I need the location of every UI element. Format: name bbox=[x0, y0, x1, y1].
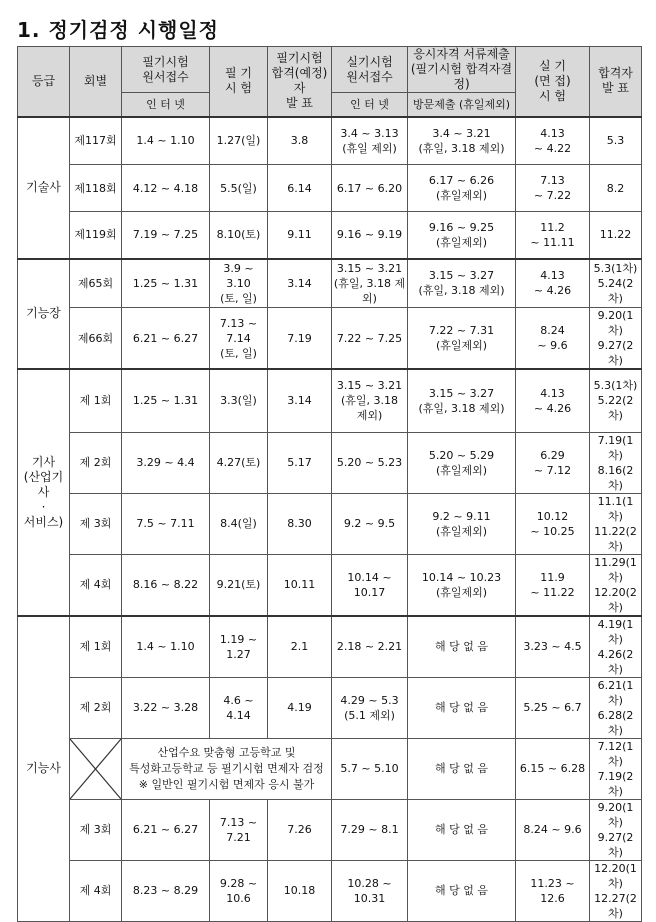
table-row bbox=[18, 369, 642, 432]
header-written-result: 필기시험 합격(예정)자 발 표 bbox=[268, 47, 332, 117]
header-written-app-sub: 인 터 넷 bbox=[122, 93, 210, 117]
final-result-cell: 8.2 bbox=[590, 165, 642, 212]
round-cell: 제65회 bbox=[70, 259, 122, 308]
final-result-cell: 4.19(1차) 4.26(2차) bbox=[590, 616, 642, 678]
final-result-cell: 11.1(1차) 11.22(2차) bbox=[590, 493, 642, 554]
practical-app-cell: 2.18 ~ 2.21 bbox=[332, 616, 408, 678]
practical-exam-cell: 4.13 ~ 4.26 bbox=[516, 259, 590, 308]
round-cell: 제 2회 bbox=[70, 432, 122, 493]
table-row bbox=[18, 799, 642, 860]
table-row bbox=[18, 554, 642, 616]
written-app-cell: 3.29 ~ 4.4 bbox=[122, 432, 210, 493]
final-result-cell: 5.3(1차) 5.24(2차) bbox=[590, 259, 642, 308]
written-result-cell: 10.18 bbox=[268, 860, 332, 921]
written-app-cell: 1.25 ~ 1.31 bbox=[122, 369, 210, 432]
docs-cell: 9.2 ~ 9.11 (휴일제외) bbox=[408, 493, 516, 554]
written-result-cell: 4.19 bbox=[268, 677, 332, 738]
grade-cell: 기사 (산업기사 · 서비스) bbox=[18, 369, 70, 616]
written-exam-cell: 4.27(토) bbox=[210, 432, 268, 493]
round-cell: 제 4회 bbox=[70, 554, 122, 616]
practical-exam-cell: 8.24 ~ 9.6 bbox=[516, 308, 590, 370]
table-row bbox=[18, 616, 642, 678]
table-row bbox=[18, 677, 642, 738]
final-result-cell: 11.22 bbox=[590, 212, 642, 259]
practical-exam-cell: 6.15 ~ 6.28 bbox=[516, 738, 590, 799]
table-row bbox=[18, 493, 642, 554]
practical-app-cell: 3.4 ~ 3.13 (휴일 제외) bbox=[332, 117, 408, 165]
written-exam-cell: 9.28 ~ 10.6 bbox=[210, 860, 268, 921]
docs-cell: 5.20 ~ 5.29 (휴일제외) bbox=[408, 432, 516, 493]
practical-app-cell: 3.15 ~ 3.21 (휴일, 3.18 제외) bbox=[332, 369, 408, 432]
written-exam-cell: 9.21(토) bbox=[210, 554, 268, 616]
written-exam-cell: 7.13 ~ 7.14 (토, 일) bbox=[210, 308, 268, 370]
header-docs: 응시자격 서류제출 (필기시험 합격자결정) bbox=[408, 47, 516, 93]
crossed-out-cell bbox=[70, 738, 122, 799]
written-app-cell: 3.22 ~ 3.28 bbox=[122, 677, 210, 738]
docs-cell: 해 당 없 음 bbox=[408, 799, 516, 860]
table-row bbox=[18, 432, 642, 493]
written-exam-cell: 3.9 ~ 3.10 (토, 일) bbox=[210, 259, 268, 308]
written-result-cell: 9.11 bbox=[268, 212, 332, 259]
practical-app-cell: 9.2 ~ 9.5 bbox=[332, 493, 408, 554]
written-exam-cell: 3.3(일) bbox=[210, 369, 268, 432]
written-app-cell: 4.12 ~ 4.18 bbox=[122, 165, 210, 212]
table-row bbox=[18, 165, 642, 212]
header-docs-sub: 방문제출 (휴일제외) bbox=[408, 93, 516, 117]
practical-exam-cell: 11.23 ~ 12.6 bbox=[516, 860, 590, 921]
practical-exam-cell: 11.2 ~ 11.11 bbox=[516, 212, 590, 259]
written-app-cell: 6.21 ~ 6.27 bbox=[122, 308, 210, 370]
practical-exam-cell: 4.13 ~ 4.22 bbox=[516, 117, 590, 165]
written-result-cell: 2.1 bbox=[268, 616, 332, 678]
exemption-notice: 산업수요 맞춤형 고등학교 및 특성화고등학교 등 필기시험 면제자 검정 ※ 일반인 필기시험 면제자 응시 불가 bbox=[122, 738, 332, 799]
round-cell: 제117회 bbox=[70, 117, 122, 165]
table-row bbox=[18, 117, 642, 165]
round-cell: 제118회 bbox=[70, 165, 122, 212]
exam-schedule-table bbox=[17, 46, 642, 922]
final-result-cell: 12.20(1차) 12.27(2차) bbox=[590, 860, 642, 921]
written-app-cell: 6.21 ~ 6.27 bbox=[122, 799, 210, 860]
written-exam-cell: 1.27(일) bbox=[210, 117, 268, 165]
written-result-cell: 3.14 bbox=[268, 259, 332, 308]
written-exam-cell: 7.13 ~ 7.21 bbox=[210, 799, 268, 860]
practical-app-cell: 10.14 ~ 10.17 bbox=[332, 554, 408, 616]
written-exam-cell: 1.19 ~ 1.27 bbox=[210, 616, 268, 678]
page-title: 1. 정기검정 시행일정 bbox=[17, 18, 219, 42]
header-practical-app-sub: 인 터 넷 bbox=[332, 93, 408, 117]
grade-cell: 기능장 bbox=[18, 259, 70, 370]
written-app-cell: 1.25 ~ 1.31 bbox=[122, 259, 210, 308]
practical-exam-cell: 4.13 ~ 4.26 bbox=[516, 369, 590, 432]
header-written-app: 필기시험 원서접수 bbox=[122, 47, 210, 93]
final-result-cell: 11.29(1차) 12.20(2차) bbox=[590, 554, 642, 616]
written-exam-cell: 4.6 ~ 4.14 bbox=[210, 677, 268, 738]
docs-cell: 10.14 ~ 10.23 (휴일제외) bbox=[408, 554, 516, 616]
round-cell: 제 1회 bbox=[70, 369, 122, 432]
table-row bbox=[18, 860, 642, 921]
practical-app-cell: 5.20 ~ 5.23 bbox=[332, 432, 408, 493]
final-result-cell: 5.3 bbox=[590, 117, 642, 165]
final-result-cell: 6.21(1차) 6.28(2차) bbox=[590, 677, 642, 738]
practical-app-cell: 7.29 ~ 8.1 bbox=[332, 799, 408, 860]
round-cell: 제 3회 bbox=[70, 493, 122, 554]
header-grade: 등급 bbox=[18, 47, 70, 117]
practical-app-cell: 6.17 ~ 6.20 bbox=[332, 165, 408, 212]
written-app-cell: 1.4 ~ 1.10 bbox=[122, 117, 210, 165]
final-result-cell: 7.12(1차) 7.19(2차) bbox=[590, 738, 642, 799]
round-cell: 제 1회 bbox=[70, 616, 122, 678]
written-app-cell: 7.5 ~ 7.11 bbox=[122, 493, 210, 554]
header-practical-app: 실기시험 원서접수 bbox=[332, 47, 408, 93]
written-result-cell: 8.30 bbox=[268, 493, 332, 554]
written-result-cell: 7.26 bbox=[268, 799, 332, 860]
final-result-cell: 7.19(1차) 8.16(2차) bbox=[590, 432, 642, 493]
grade-cell: 기능사 bbox=[18, 616, 70, 922]
header-practical-exam: 실 기 (면 접) 시 험 bbox=[516, 47, 590, 117]
cross-mark-icon bbox=[70, 739, 121, 799]
docs-cell: 해 당 없 음 bbox=[408, 616, 516, 678]
header-final-result: 합격자 발 표 bbox=[590, 47, 642, 117]
practical-app-cell: 4.29 ~ 5.3 (5.1 제외) bbox=[332, 677, 408, 738]
written-result-cell: 5.17 bbox=[268, 432, 332, 493]
practical-app-cell: 10.28 ~ 10.31 bbox=[332, 860, 408, 921]
written-result-cell: 3.8 bbox=[268, 117, 332, 165]
round-cell: 제 2회 bbox=[70, 677, 122, 738]
written-app-cell: 7.19 ~ 7.25 bbox=[122, 212, 210, 259]
final-result-cell: 5.3(1차) 5.22(2차) bbox=[590, 369, 642, 432]
docs-cell: 7.22 ~ 7.31 (휴일제외) bbox=[408, 308, 516, 370]
table-row bbox=[18, 212, 642, 259]
practical-exam-cell: 8.24 ~ 9.6 bbox=[516, 799, 590, 860]
table-row bbox=[18, 308, 642, 370]
written-app-cell: 1.4 ~ 1.10 bbox=[122, 616, 210, 678]
written-exam-cell: 5.5(일) bbox=[210, 165, 268, 212]
round-cell: 제66회 bbox=[70, 308, 122, 370]
docs-cell: 3.4 ~ 3.21 (휴일, 3.18 제외) bbox=[408, 117, 516, 165]
practical-app-cell: 5.7 ~ 5.10 bbox=[332, 738, 408, 799]
schedule-body bbox=[18, 117, 642, 922]
final-result-cell: 9.20(1차) 9.27(2차) bbox=[590, 799, 642, 860]
final-result-cell: 9.20(1차) 9.27(2차) bbox=[590, 308, 642, 370]
written-result-cell: 10.11 bbox=[268, 554, 332, 616]
table-row bbox=[18, 259, 642, 308]
table-row-special bbox=[18, 738, 642, 799]
header-round: 회별 bbox=[70, 47, 122, 117]
practical-exam-cell: 10.12 ~ 10.25 bbox=[516, 493, 590, 554]
docs-cell: 3.15 ~ 3.27 (휴일, 3.18 제외) bbox=[408, 369, 516, 432]
written-app-cell: 8.23 ~ 8.29 bbox=[122, 860, 210, 921]
header-written-exam: 필 기 시 험 bbox=[210, 47, 268, 117]
docs-cell: 9.16 ~ 9.25 (휴일제외) bbox=[408, 212, 516, 259]
written-result-cell: 7.19 bbox=[268, 308, 332, 370]
practical-exam-cell: 6.29 ~ 7.12 bbox=[516, 432, 590, 493]
docs-cell: 해 당 없 음 bbox=[408, 677, 516, 738]
grade-cell: 기술사 bbox=[18, 117, 70, 259]
practical-exam-cell: 5.25 ~ 6.7 bbox=[516, 677, 590, 738]
docs-cell: 3.15 ~ 3.27 (휴일, 3.18 제외) bbox=[408, 259, 516, 308]
written-exam-cell: 8.10(토) bbox=[210, 212, 268, 259]
practical-app-cell: 3.15 ~ 3.21 (휴일, 3.18 제외) bbox=[332, 259, 408, 308]
written-exam-cell: 8.4(일) bbox=[210, 493, 268, 554]
docs-cell: 해 당 없 음 bbox=[408, 860, 516, 921]
practical-exam-cell: 3.23 ~ 4.5 bbox=[516, 616, 590, 678]
practical-app-cell: 9.16 ~ 9.19 bbox=[332, 212, 408, 259]
written-result-cell: 3.14 bbox=[268, 369, 332, 432]
docs-cell: 6.17 ~ 6.26 (휴일제외) bbox=[408, 165, 516, 212]
docs-cell: 해 당 없 음 bbox=[408, 738, 516, 799]
written-result-cell: 6.14 bbox=[268, 165, 332, 212]
practical-app-cell: 7.22 ~ 7.25 bbox=[332, 308, 408, 370]
practical-exam-cell: 11.9 ~ 11.22 bbox=[516, 554, 590, 616]
practical-exam-cell: 7.13 ~ 7.22 bbox=[516, 165, 590, 212]
round-cell: 제 3회 bbox=[70, 799, 122, 860]
round-cell: 제119회 bbox=[70, 212, 122, 259]
written-app-cell: 8.16 ~ 8.22 bbox=[122, 554, 210, 616]
round-cell: 제 4회 bbox=[70, 860, 122, 921]
